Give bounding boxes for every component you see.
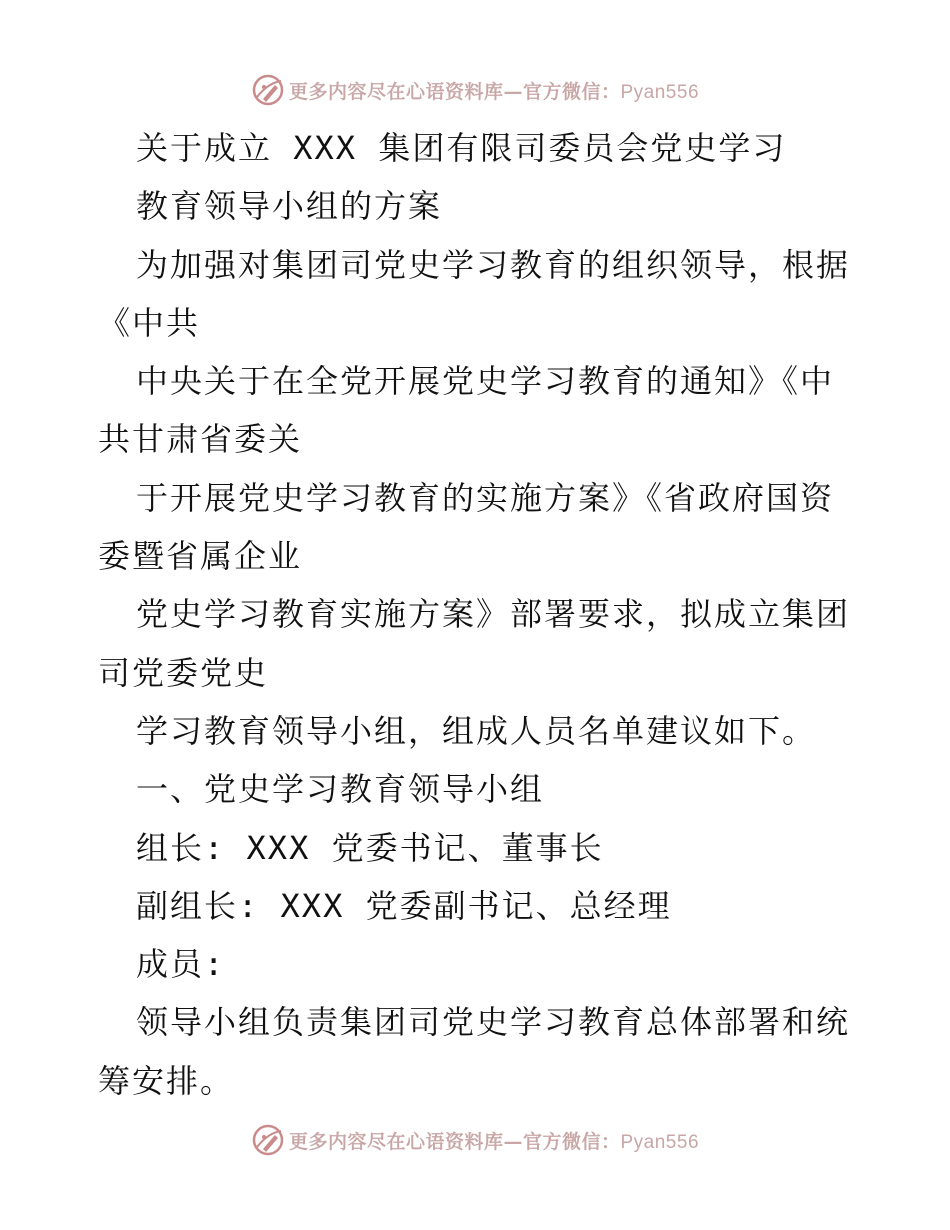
paragraph-line: 党史学习教育实施方案》部署要求，拟成立集团 [136,595,851,634]
paragraph-line: 中央关于在全党开展党史学习教育的通知》《中 [136,362,835,401]
header-watermark-text: 更多内容尽在心语资料库—官方微信：Pyan556 [288,80,700,103]
members-line: 成员: [136,945,226,984]
footer-watermark-text: 更多内容尽在心语资料库—官方微信：Pyan556 [288,1130,700,1153]
section-heading: 一、党史学习教育领导小组 [136,770,545,809]
paragraph-line: 筹安排。 [98,1061,235,1100]
paragraph-line: 于开展党史学习教育的实施方案》《省政府国资 [136,478,835,517]
paragraph-line: 为加强对集团司党史学习教育的组织领导，根据 [136,245,851,284]
leader-line: 组长: XXX 党委书记、董事长 [136,828,604,867]
document-body [98,119,858,1110]
pen-logo-icon [251,1123,285,1157]
footer-watermark-banner [0,1120,950,1160]
header-watermark-banner [0,70,950,110]
deputy-leader-line: 副组长: XXX 党委副书记、总经理 [136,886,672,925]
paragraph-line: 学习教育领导小组，组成人员名单建议如下。 [136,711,817,750]
paragraph-line: 《中共 [98,303,201,342]
title-line-2: 教育领导小组的方案 [136,187,443,226]
paragraph-line: 领导小组负责集团司党史学习教育总体部署和统 [136,1003,851,1042]
paragraph-line: 共甘肃省委关 [98,420,303,459]
title-line-1: 关于成立 XXX 集团有限司委员会党史学习 [136,129,787,167]
pen-logo-icon [251,73,285,107]
paragraph-line: 司党委党史 [98,653,269,692]
paragraph-line: 委暨省属企业 [98,537,303,576]
